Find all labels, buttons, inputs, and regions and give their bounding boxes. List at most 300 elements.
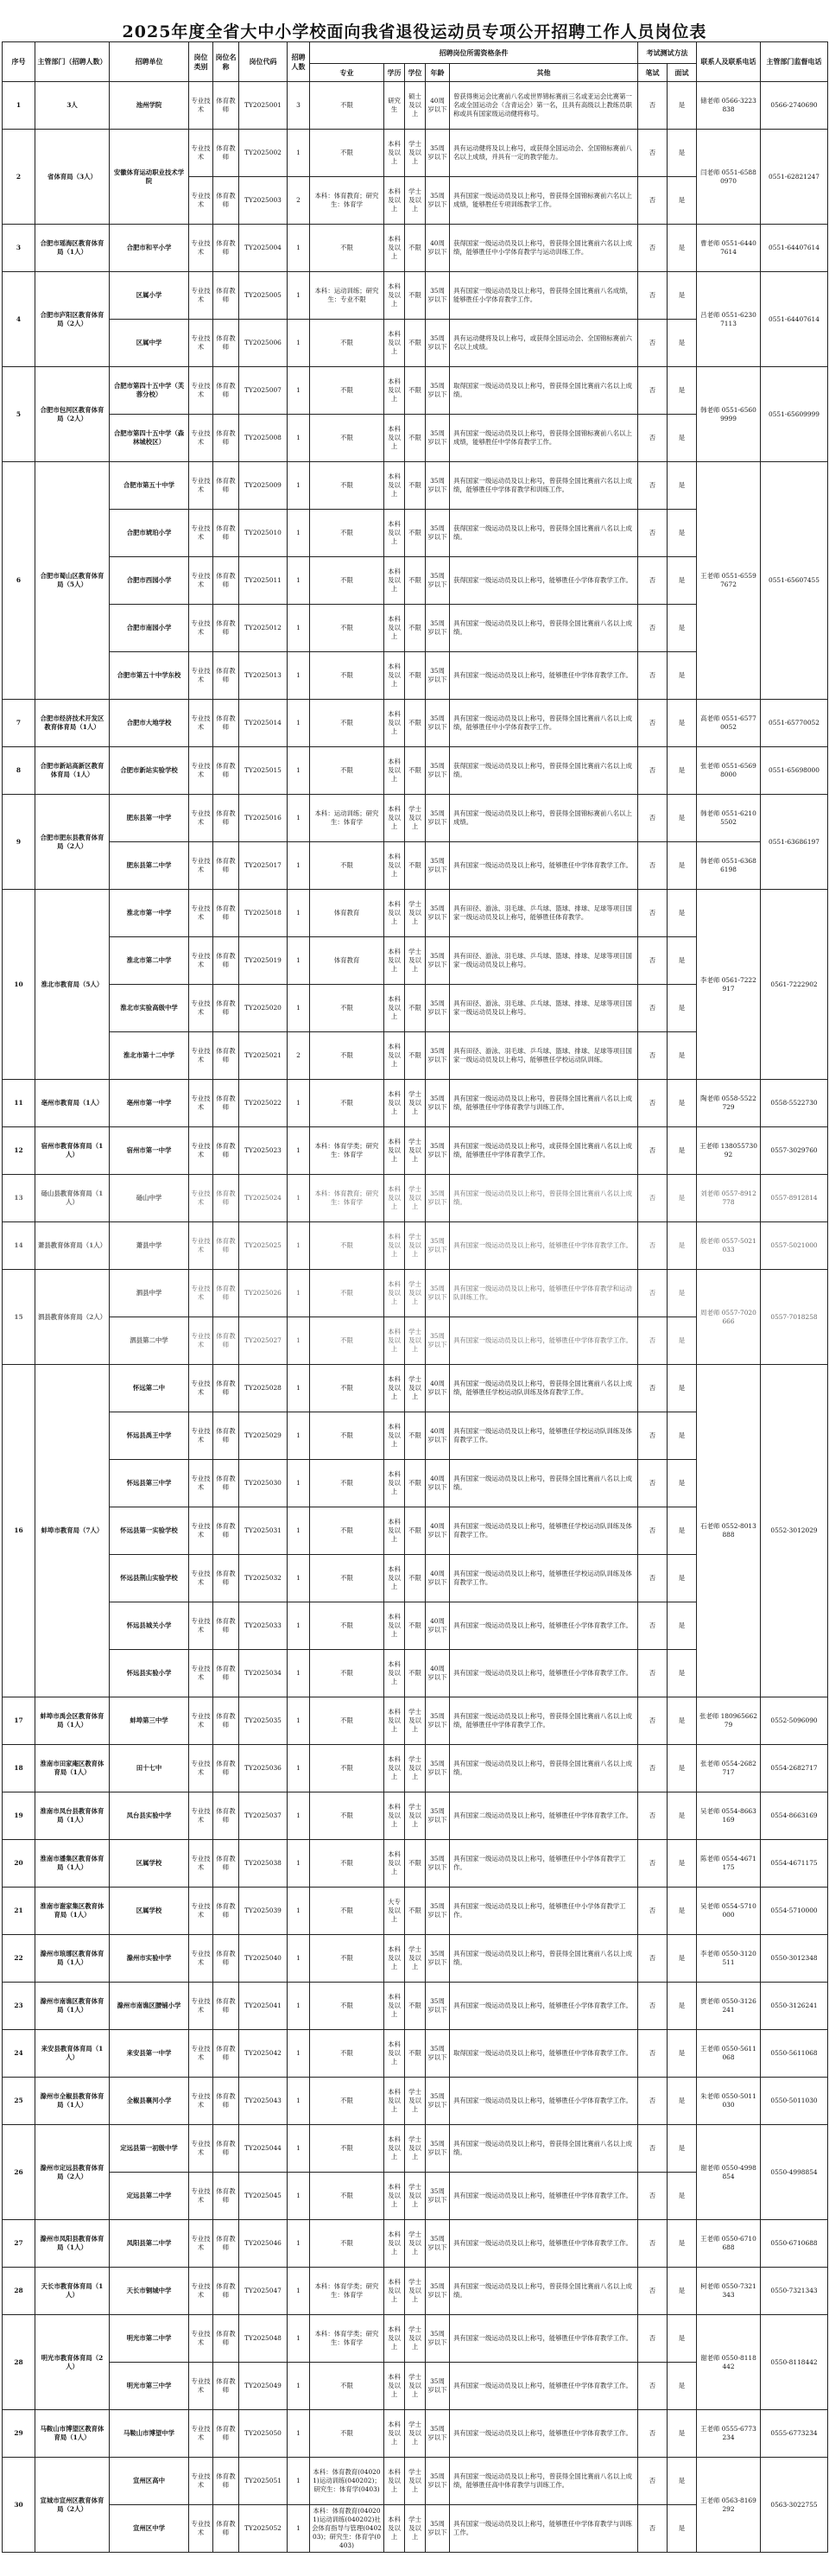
- age-limit: 40周岁以下: [426, 82, 450, 130]
- post-code: TY2025008: [239, 415, 288, 462]
- category: 专业技术: [189, 2125, 213, 2173]
- unit: 合肥市新站实验学校: [110, 747, 189, 795]
- header-no: 序号: [3, 42, 35, 82]
- table-row: [3, 890, 828, 937]
- department: 淮北市教育局（5人）: [35, 890, 110, 1080]
- written-test: 否: [638, 700, 668, 747]
- education: 本科及以上: [384, 2125, 405, 2173]
- post-code: TY2025009: [239, 462, 288, 510]
- degree: 不限: [405, 367, 426, 415]
- table-row: [3, 2220, 828, 2268]
- education: 本科及以上: [384, 1840, 405, 1888]
- contact: 王老师 0555-6773234: [697, 2410, 761, 2458]
- hire-count: 1: [288, 1602, 310, 1650]
- education: 本科及以上: [384, 1127, 405, 1175]
- degree: 学士及以上: [405, 1270, 426, 1317]
- age-limit: 35周岁以下: [426, 130, 450, 177]
- contact: 王老师 0551-65597672: [697, 462, 761, 700]
- age-limit: 35周岁以下: [426, 462, 450, 510]
- supervision-hotline: 0554-8663169: [761, 1792, 828, 1840]
- written-test: 否: [638, 605, 668, 652]
- category: 专业技术: [189, 1555, 213, 1602]
- unit: 肥东县第一中学: [110, 795, 189, 842]
- post-name: 体育教师: [213, 605, 239, 652]
- post-name: 体育教师: [213, 1888, 239, 1935]
- written-test: 否: [638, 1270, 668, 1317]
- written-test: 否: [638, 2315, 668, 2363]
- row-number: 27: [3, 2220, 35, 2268]
- unit: 池州学院: [110, 82, 189, 130]
- interview: 是: [668, 1602, 697, 1650]
- row-number: 2: [3, 130, 35, 225]
- interview: 是: [668, 1935, 697, 1983]
- written-test: 否: [638, 1555, 668, 1602]
- hire-count: 1: [288, 1412, 310, 1460]
- post-code: TY2025012: [239, 605, 288, 652]
- written-test: 否: [638, 510, 668, 557]
- interview: 是: [668, 510, 697, 557]
- major: 不限: [310, 320, 384, 367]
- age-limit: 35周岁以下: [426, 1888, 450, 1935]
- major: 不限: [310, 82, 384, 130]
- hire-count: 1: [288, 2315, 310, 2363]
- degree: 不限: [405, 1840, 426, 1888]
- post-code: TY2025045: [239, 2173, 288, 2220]
- post-name: 体育教师: [213, 320, 239, 367]
- contact: 高老师 0551-65770052: [697, 700, 761, 747]
- education: 本科及以上: [384, 1745, 405, 1792]
- interview: 是: [668, 1555, 697, 1602]
- hire-count: 1: [288, 225, 310, 272]
- unit: 蚌埠第三中学: [110, 1697, 189, 1745]
- table-row: [3, 2268, 828, 2315]
- contact: 石老师 0552-8013888: [697, 1365, 761, 1697]
- interview: 是: [668, 557, 697, 605]
- degree: 不限: [405, 1888, 426, 1935]
- hire-count: 1: [288, 2505, 310, 2553]
- age-limit: 35周岁以下: [426, 1983, 450, 2030]
- category: 专业技术: [189, 795, 213, 842]
- degree: 不限: [405, 842, 426, 890]
- contact: 王老师 0550-5611068: [697, 2030, 761, 2078]
- other-requirements: 具有国家一级运动员及以上称号，曾获得全国比赛前八名以上成绩，能够胜任学校运动队训练及体育教学工作。: [450, 1365, 638, 1412]
- interview: 是: [668, 1840, 697, 1888]
- degree: 学士及以上: [405, 1080, 426, 1127]
- other-requirements: 具有国家一级运动员及以上称号，能够胜任中学体育教学工作。: [450, 2173, 638, 2220]
- education: 本科及以上: [384, 2315, 405, 2363]
- other-requirements: 具有国家一级运动员及以上称号，曾获得全国比赛前八名以上成绩，能够胜任中学体育教学与训练工作。: [450, 1080, 638, 1127]
- other-requirements: 具有国家一级运动员及以上称号，曾获得全国比赛前八名以上成绩，能够胜任高中体育教学与训练工作。: [450, 2458, 638, 2505]
- contact: 韩老师 0551-62105502: [697, 795, 761, 842]
- post-name: 体育教师: [213, 1555, 239, 1602]
- hire-count: 3: [288, 82, 310, 130]
- other-requirements: 具有国家一级运动员及以上称号，能够胜任小学体育教学工作。: [450, 2078, 638, 2125]
- written-test: 否: [638, 795, 668, 842]
- post-code: TY2025034: [239, 1650, 288, 1697]
- degree: 不限: [405, 1032, 426, 1080]
- post-code: TY2025024: [239, 1175, 288, 1222]
- degree: 学士及以上: [405, 2173, 426, 2220]
- other-requirements: 曾获得奥运会比赛前八名或世界锦标赛前三名或亚运会比赛第一名或全国运动会（含青运会）第一名，且具有高级以上教练员职称或具有国家级运动健将称号。: [450, 82, 638, 130]
- category: 专业技术: [189, 652, 213, 700]
- interview: 是: [668, 462, 697, 510]
- post-code: TY2025020: [239, 985, 288, 1032]
- department: 砀山县教育体育局（1人）: [35, 1175, 110, 1222]
- degree: 学士及以上: [405, 2078, 426, 2125]
- other-requirements: 具有田径、游泳、羽毛球、乒乓球、篮球、排球、足球等项目国家一级运动员及以上称号，能够胜任体育教学。: [450, 890, 638, 937]
- other-requirements: 具有国家一级运动员及以上称号，曾获得全国锦标赛前八名以上成绩，能够胜任中学体育教学工作。: [450, 415, 638, 462]
- post-code: TY2025040: [239, 1935, 288, 1983]
- hire-count: 1: [288, 842, 310, 890]
- hire-count: 1: [288, 795, 310, 842]
- post-code: TY2025043: [239, 2078, 288, 2125]
- post-code: TY2025030: [239, 1460, 288, 1507]
- header-age: 年龄: [426, 64, 450, 82]
- other-requirements: 具有运动健将及以上称号，或获得全国运动会、全国锦标赛前六名以上成绩。: [450, 320, 638, 367]
- written-test: 否: [638, 2363, 668, 2410]
- written-test: 否: [638, 1032, 668, 1080]
- table-row: [3, 1792, 828, 1840]
- major: 不限: [310, 1697, 384, 1745]
- major: 不限: [310, 1032, 384, 1080]
- written-test: 否: [638, 2505, 668, 2553]
- post-name: 体育教师: [213, 82, 239, 130]
- post-code: TY2025031: [239, 1507, 288, 1555]
- major: 不限: [310, 2125, 384, 2173]
- department: 滁州市定远县教育体育局（2人）: [35, 2125, 110, 2220]
- age-limit: 40周岁以下: [426, 1460, 450, 1507]
- table-row: [3, 2125, 828, 2173]
- category: 专业技术: [189, 320, 213, 367]
- category: 专业技术: [189, 1032, 213, 1080]
- post-name: 体育教师: [213, 1745, 239, 1792]
- category: 专业技术: [189, 177, 213, 225]
- degree: 学士及以上: [405, 2268, 426, 2315]
- department: 合肥市新站高新区教育体育局（1人）: [35, 747, 110, 795]
- major: 不限: [310, 1935, 384, 1983]
- written-test: 否: [638, 177, 668, 225]
- major: 不限: [310, 1792, 384, 1840]
- age-limit: 35周岁以下: [426, 2505, 450, 2553]
- supervision-hotline: 0550-3012348: [761, 1935, 828, 1983]
- category: 专业技术: [189, 985, 213, 1032]
- other-requirements: 具有国家一级运动员及以上称号，能够胜任中学体育教学工作。: [450, 652, 638, 700]
- education: 本科及以上: [384, 747, 405, 795]
- department: 合肥市肥东县教育体育局（2人）: [35, 795, 110, 890]
- post-code: TY2025039: [239, 1888, 288, 1935]
- major: 本科：体育学类；研究生：体育学: [310, 2315, 384, 2363]
- category: 专业技术: [189, 1222, 213, 1270]
- unit: 田十七中: [110, 1745, 189, 1792]
- header-degree: 学位: [405, 64, 426, 82]
- major: 不限: [310, 557, 384, 605]
- interview: 是: [668, 1460, 697, 1507]
- table-body: [3, 82, 828, 2553]
- interview: 是: [668, 700, 697, 747]
- contact: 吴老师 0554-5710000: [697, 1888, 761, 1935]
- education: 本科及以上: [384, 1270, 405, 1317]
- supervision-hotline: 0554-2682717: [761, 1745, 828, 1792]
- degree: 不限: [405, 747, 426, 795]
- supervision-hotline: 0551-65609999: [761, 367, 828, 462]
- unit: 淮北市第一中学: [110, 890, 189, 937]
- hire-count: 1: [288, 937, 310, 985]
- hire-count: 1: [288, 985, 310, 1032]
- age-limit: 35周岁以下: [426, 1175, 450, 1222]
- education: 本科及以上: [384, 795, 405, 842]
- degree: 不限: [405, 557, 426, 605]
- post-name: 体育教师: [213, 700, 239, 747]
- degree: 不限: [405, 462, 426, 510]
- education: 本科及以上: [384, 320, 405, 367]
- written-test: 否: [638, 2173, 668, 2220]
- hire-count: 1: [288, 272, 310, 320]
- major: 不限: [310, 700, 384, 747]
- post-code: TY2025036: [239, 1745, 288, 1792]
- unit: 明光市第二中学: [110, 2315, 189, 2363]
- written-test: 否: [638, 1507, 668, 1555]
- category: 专业技术: [189, 700, 213, 747]
- age-limit: 35周岁以下: [426, 890, 450, 937]
- hire-count: 2: [288, 1032, 310, 1080]
- written-test: 否: [638, 2220, 668, 2268]
- unit: 滁州市实验中学: [110, 1935, 189, 1983]
- header-test: 考试测试方法: [638, 42, 697, 64]
- major: 不限: [310, 747, 384, 795]
- hire-count: 1: [288, 367, 310, 415]
- age-limit: 40周岁以下: [426, 1412, 450, 1460]
- unit: 宿州市第一中学: [110, 1127, 189, 1175]
- header-hotline: 主管部门监督电话: [761, 42, 828, 82]
- page-title: 2025年度全省大中小学校面向我省退役运动员专项公开招聘工作人员岗位表: [122, 22, 707, 41]
- education: 本科及以上: [384, 1080, 405, 1127]
- table-row: [3, 2315, 828, 2363]
- table-row: [3, 2410, 828, 2458]
- age-limit: 40周岁以下: [426, 1555, 450, 1602]
- age-limit: 40周岁以下: [426, 1507, 450, 1555]
- post-code: TY2025005: [239, 272, 288, 320]
- interview: 是: [668, 2363, 697, 2410]
- department: 滁州市琅琊区教育体育局（1人）: [35, 1935, 110, 1983]
- unit: 区属中学: [110, 320, 189, 367]
- hire-count: 1: [288, 2078, 310, 2125]
- row-number: 28: [3, 2268, 35, 2315]
- department: 明光市教育体育局（2人）: [35, 2315, 110, 2410]
- written-test: 否: [638, 985, 668, 1032]
- header-contact: 联系人及联系电话: [697, 42, 761, 82]
- category: 专业技术: [189, 2410, 213, 2458]
- header-post: 岗位名称: [213, 42, 239, 82]
- contact: 吴老师 0554-8663169: [697, 1792, 761, 1840]
- post-code: TY2025002: [239, 130, 288, 177]
- other-requirements: 具有运动健将及以上称号，或获得全国运动会、全国锦标赛前八名以上成绩，并具有一定的教学能力。: [450, 130, 638, 177]
- interview: 是: [668, 1888, 697, 1935]
- header-other: 其他: [450, 64, 638, 82]
- written-test: 否: [638, 320, 668, 367]
- degree: 学士及以上: [405, 2220, 426, 2268]
- unit: 区属学校: [110, 1840, 189, 1888]
- age-limit: 35周岁以下: [426, 795, 450, 842]
- written-test: 否: [638, 1602, 668, 1650]
- post-code: TY2025041: [239, 1983, 288, 2030]
- post-name: 体育教师: [213, 2078, 239, 2125]
- other-requirements: 获得国家一级运动员及以上称号，能够胜任小学体育教学工作。: [450, 557, 638, 605]
- category: 专业技术: [189, 2505, 213, 2553]
- category: 专业技术: [189, 1412, 213, 1460]
- category: 专业技术: [189, 557, 213, 605]
- post-code: TY2025014: [239, 700, 288, 747]
- interview: 是: [668, 225, 697, 272]
- written-test: 否: [638, 1365, 668, 1412]
- other-requirements: 具有国家一级运动员及以上称号，曾获得全国比赛前六名以上成绩，能够胜任中学体育教学和训练工作。: [450, 462, 638, 510]
- age-limit: 35周岁以下: [426, 2220, 450, 2268]
- interview: 是: [668, 1745, 697, 1792]
- degree: 不限: [405, 700, 426, 747]
- post-name: 体育教师: [213, 1935, 239, 1983]
- department: 宿州市教育体育局（1人）: [35, 1127, 110, 1175]
- written-test: 否: [638, 415, 668, 462]
- category: 专业技术: [189, 890, 213, 937]
- degree: 不限: [405, 985, 426, 1032]
- post-code: TY2025018: [239, 890, 288, 937]
- other-requirements: 具有田径、游泳、羽毛球、乒乓球、篮球、排球、足球等项目国家一级运动员及以上称号。: [450, 985, 638, 1032]
- major: 不限: [310, 1840, 384, 1888]
- post-name: 体育教师: [213, 1602, 239, 1650]
- post-name: 体育教师: [213, 130, 239, 177]
- post-name: 体育教师: [213, 2363, 239, 2410]
- education: 本科及以上: [384, 557, 405, 605]
- interview: 是: [668, 2458, 697, 2505]
- supervision-hotline: 0551-62821247: [761, 130, 828, 225]
- age-limit: 40周岁以下: [426, 1365, 450, 1412]
- unit: 肥东县第二中学: [110, 842, 189, 890]
- age-limit: 35周岁以下: [426, 2125, 450, 2173]
- other-requirements: 具有国家一级运动员及以上称号，曾获得全国比赛前八名以上成绩。: [450, 1935, 638, 1983]
- other-requirements: 具有国家一级运动员及以上称号，能够胜任学校运动队训练及体育教学工作。: [450, 1555, 638, 1602]
- header-written: 笔试: [638, 64, 668, 82]
- other-requirements: 具有国家一级运动员及以上称号，曾获得全国比赛前八名以上成绩。: [450, 605, 638, 652]
- post-name: 体育教师: [213, 367, 239, 415]
- unit: 定远县第二中学: [110, 2173, 189, 2220]
- row-number: 22: [3, 1935, 35, 1983]
- category: 专业技术: [189, 1270, 213, 1317]
- unit: 定远县第一初级中学: [110, 2125, 189, 2173]
- row-number: 14: [3, 1222, 35, 1270]
- degree: 硕士及以上: [405, 82, 426, 130]
- age-limit: 35周岁以下: [426, 1270, 450, 1317]
- interview: 是: [668, 1080, 697, 1127]
- written-test: 否: [638, 1650, 668, 1697]
- interview: 是: [668, 1792, 697, 1840]
- contact: 韩老师 0551-63686198: [697, 842, 761, 890]
- interview: 是: [668, 2125, 697, 2173]
- post-code: TY2025022: [239, 1080, 288, 1127]
- post-code: TY2025050: [239, 2410, 288, 2458]
- degree: 不限: [405, 1460, 426, 1507]
- major: 不限: [310, 415, 384, 462]
- interview: 是: [668, 1697, 697, 1745]
- unit: 合肥市第四十五中学（芙蓉分校）: [110, 367, 189, 415]
- written-test: 否: [638, 842, 668, 890]
- interview: 是: [668, 795, 697, 842]
- education: 本科及以上: [384, 1032, 405, 1080]
- education: 本科及以上: [384, 842, 405, 890]
- row-number: 6: [3, 462, 35, 700]
- education: 本科及以上: [384, 1460, 405, 1507]
- unit: 怀远县第一实验学校: [110, 1507, 189, 1555]
- post-name: 体育教师: [213, 225, 239, 272]
- age-limit: 35周岁以下: [426, 557, 450, 605]
- table-row: [3, 2078, 828, 2125]
- contact: 贾老师 0550-3126241: [697, 1983, 761, 2030]
- post-code: TY2025027: [239, 1317, 288, 1365]
- contact: 陈老师 0554-4671175: [697, 1840, 761, 1888]
- hire-count: 1: [288, 2125, 310, 2173]
- hire-count: 1: [288, 2173, 310, 2220]
- interview: 是: [668, 320, 697, 367]
- degree: 学士及以上: [405, 1792, 426, 1840]
- row-number: 18: [3, 1745, 35, 1792]
- department: 滁州市南谯区教育体育局（1人）: [35, 1983, 110, 2030]
- major: 不限: [310, 842, 384, 890]
- post-name: 体育教师: [213, 2030, 239, 2078]
- interview: 是: [668, 1222, 697, 1270]
- age-limit: 35周岁以下: [426, 985, 450, 1032]
- table-row: [3, 700, 828, 747]
- row-number: 20: [3, 1840, 35, 1888]
- table-row: [3, 747, 828, 795]
- post-name: 体育教师: [213, 1650, 239, 1697]
- hire-count: 1: [288, 1555, 310, 1602]
- row-number: 11: [3, 1080, 35, 1127]
- post-code: TY2025011: [239, 557, 288, 605]
- department: 省体育局（3人）: [35, 130, 110, 225]
- post-code: TY2025001: [239, 82, 288, 130]
- unit: 砀山中学: [110, 1175, 189, 1222]
- unit: 怀远第二中: [110, 1365, 189, 1412]
- hire-count: 1: [288, 1127, 310, 1175]
- education: 本科及以上: [384, 510, 405, 557]
- major: 本科：体育教育(040201)运动训练(040202)社会体育指导与管理(040203)；研究生：体育学(0403): [310, 2505, 384, 2553]
- unit: 来安县第一中学: [110, 2030, 189, 2078]
- interview: 是: [668, 82, 697, 130]
- department: 淮南市谢家集区教育体育局（1人）: [35, 1888, 110, 1935]
- post-name: 体育教师: [213, 1412, 239, 1460]
- education: 本科及以上: [384, 2173, 405, 2220]
- age-limit: 35周岁以下: [426, 1032, 450, 1080]
- major: 不限: [310, 1412, 384, 1460]
- post-name: 体育教师: [213, 747, 239, 795]
- other-requirements: 具有国家一级运动员及以上称号，能够胜任中小学体育教学工作。: [450, 1840, 638, 1888]
- post-name: 体育教师: [213, 2505, 239, 2553]
- category: 专业技术: [189, 2363, 213, 2410]
- category: 专业技术: [189, 1365, 213, 1412]
- education: 本科及以上: [384, 2030, 405, 2078]
- post-name: 体育教师: [213, 1983, 239, 2030]
- post-code: TY2025051: [239, 2458, 288, 2505]
- table-row: [3, 1840, 828, 1888]
- table-row: [3, 1697, 828, 1745]
- education: 本科及以上: [384, 2505, 405, 2553]
- interview: 是: [668, 1983, 697, 2030]
- table-row: [3, 367, 828, 415]
- supervision-hotline: 0551-65698000: [761, 747, 828, 795]
- written-test: 否: [638, 462, 668, 510]
- table-row: [3, 1080, 828, 1127]
- row-number: 15: [3, 1270, 35, 1365]
- education: 本科及以上: [384, 2363, 405, 2410]
- contact: 王老师 0563-8169292: [697, 2458, 761, 2553]
